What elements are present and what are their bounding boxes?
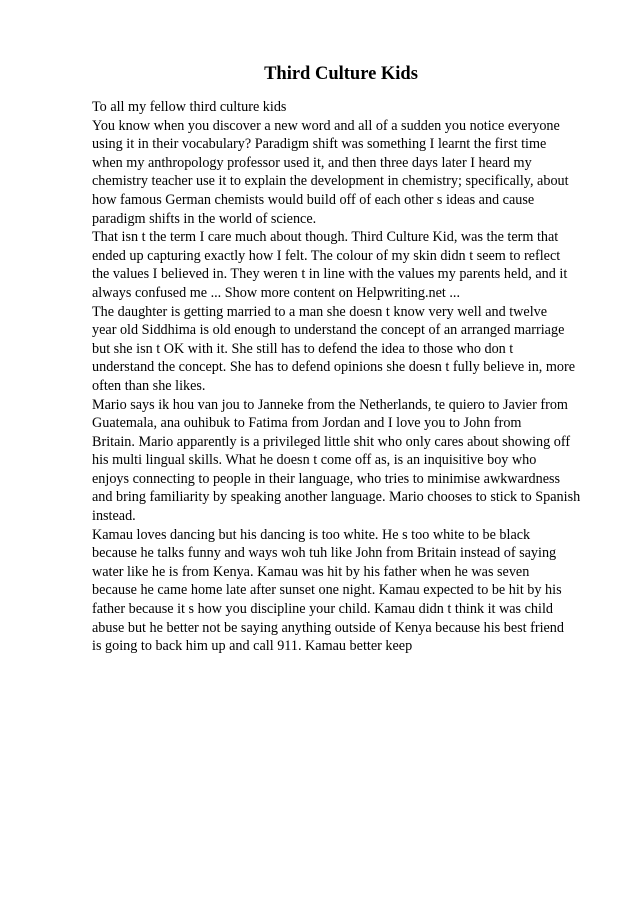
text-line: Mario says ik hou van jou to Janneke from the Netherlands, te quiero to Javier from	[92, 396, 568, 413]
text-line: abuse but he better not be saying anything outside of Kenya because his best friend	[92, 619, 564, 636]
text-line: Guatemala, ana ouhibuk to Fatima from Jordan and I love you to John from	[92, 415, 522, 432]
text-line: his multi lingual skills. What he doesn t come off as, is an inquisitive boy who	[92, 452, 537, 469]
text-line: chemistry teacher use it to explain the development in chemistry; specifically, about	[92, 173, 569, 190]
text-line: paradigm shifts in the world of science.	[92, 210, 317, 227]
document-body	[92, 98, 612, 656]
text-line: but she isn t OK with it. She still has to defend the idea to those who don t	[92, 340, 514, 357]
text-line: using it in their vocabulary? Paradigm shift was something I learnt the first time	[92, 136, 547, 153]
text-line: year old Siddhima is old enough to understand the concept of an arranged marriage	[92, 322, 565, 339]
text-line: because he talks funny and ways woh tuh like John from Britain instead of saying	[92, 545, 557, 562]
text-line: ended up capturing exactly how I felt. The colour of my skin didn t seem to reflect	[92, 247, 561, 264]
text-line: and bring familiarity by speaking another language. Mario chooses to stick to Spanish	[92, 489, 581, 506]
text-line: The daughter is getting married to a man she doesn t know very well and twelve	[92, 303, 548, 320]
text-line: always confused me ... Show more content on Helpwriting.net ...	[92, 284, 461, 301]
text-line: often than she likes.	[92, 377, 206, 394]
text-line: water like he is from Kenya. Kamau was hit by his father when he was seven	[92, 563, 530, 580]
text-line: understand the concept. She has to defend opinions she doesn t fully believe in, more	[92, 359, 576, 376]
text-line: father because it s how you discipline your child. Kamau didn t think it was child	[92, 601, 553, 618]
text-line: To all my fellow third culture kids	[92, 99, 287, 115]
text-line: because he came home late after sunset one night. Kamau expected to be hit by his	[92, 582, 562, 599]
text-line: how famous German chemists would build off of each other s ideas and cause	[92, 191, 535, 208]
text-line: That isn t the term I care much about though. Third Culture Kid, was the term that	[92, 229, 559, 246]
text-line: is going to back him up and call 911. Kamau better keep	[92, 638, 413, 655]
text-line: when my anthropology professor used it, and then three days later I heard my	[92, 154, 532, 171]
text-line: the values I believed in. They weren t in line with the values my parents held, and it	[92, 266, 568, 283]
text-line: instead.	[92, 508, 136, 525]
text-line: Kamau loves dancing but his dancing is too white. He s too white to be black	[92, 526, 531, 543]
text-line: Britain. Mario apparently is a privileged little shit who only cares about showing off	[92, 433, 571, 450]
text-line: You know when you discover a new word and all of a sudden you notice everyone	[92, 117, 560, 134]
text-line: enjoys connecting to people in their language, who tries to minimise awkwardness	[92, 470, 561, 487]
document-title: Third Culture Kids	[264, 64, 418, 84]
